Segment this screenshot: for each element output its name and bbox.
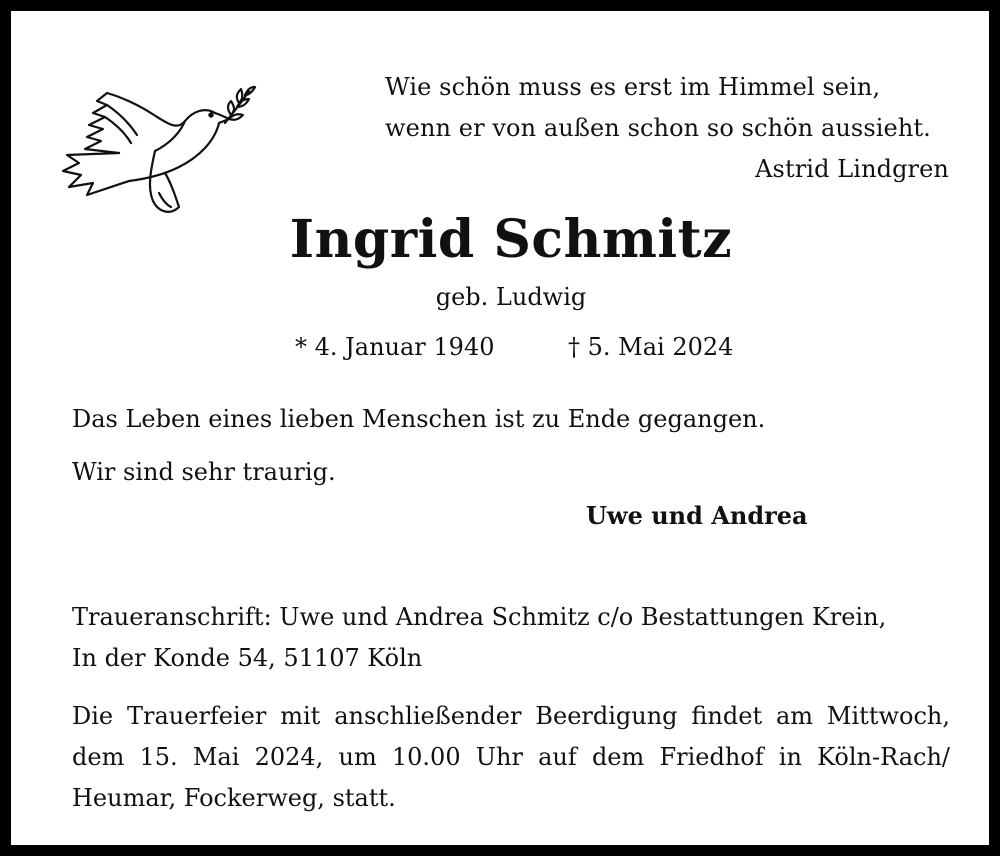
dove-with-olive-branch-icon	[59, 83, 259, 223]
message-line-2: Wir sind sehr traurig.	[72, 458, 336, 486]
quote-line-1: Wie schön muss es erst im Himmel sein,	[385, 73, 881, 101]
message-line-1: Das Leben eines lieben Menschen ist zu Ende gegangen.	[72, 405, 766, 433]
ceremony-block	[72, 696, 950, 819]
death-date: † 5. Mai 2024	[568, 333, 734, 361]
address-block	[72, 597, 950, 679]
birth-name: geb. Ludwig	[435, 283, 587, 311]
quote-author: Astrid Lindgren	[755, 155, 949, 183]
address-line-2: In der Konde 54, 51107 Köln	[72, 644, 423, 672]
address-line-1: Traueranschrift: Uwe und Andrea Schmitz c/o Bestattungen Krein,	[72, 603, 887, 631]
quote-block	[371, 67, 949, 190]
ceremony-line-2: dem 15. Mai 2024, um 10.00 Uhr auf dem Friedhof in Köln-Rach/	[72, 743, 950, 771]
quote-line-2: wenn er von außen schon so schön aussieht.	[385, 114, 931, 142]
birth-date: * 4. Januar 1940	[295, 333, 495, 361]
deceased-name: Ingrid Schmitz	[289, 209, 733, 270]
signature: Uwe und Andrea	[586, 501, 808, 530]
ceremony-line-3: Heumar, Fockerweg, statt.	[72, 784, 396, 812]
ceremony-line-1: Die Trauerfeier mit anschließender Beerdigung findet am Mittwoch,	[72, 702, 950, 730]
